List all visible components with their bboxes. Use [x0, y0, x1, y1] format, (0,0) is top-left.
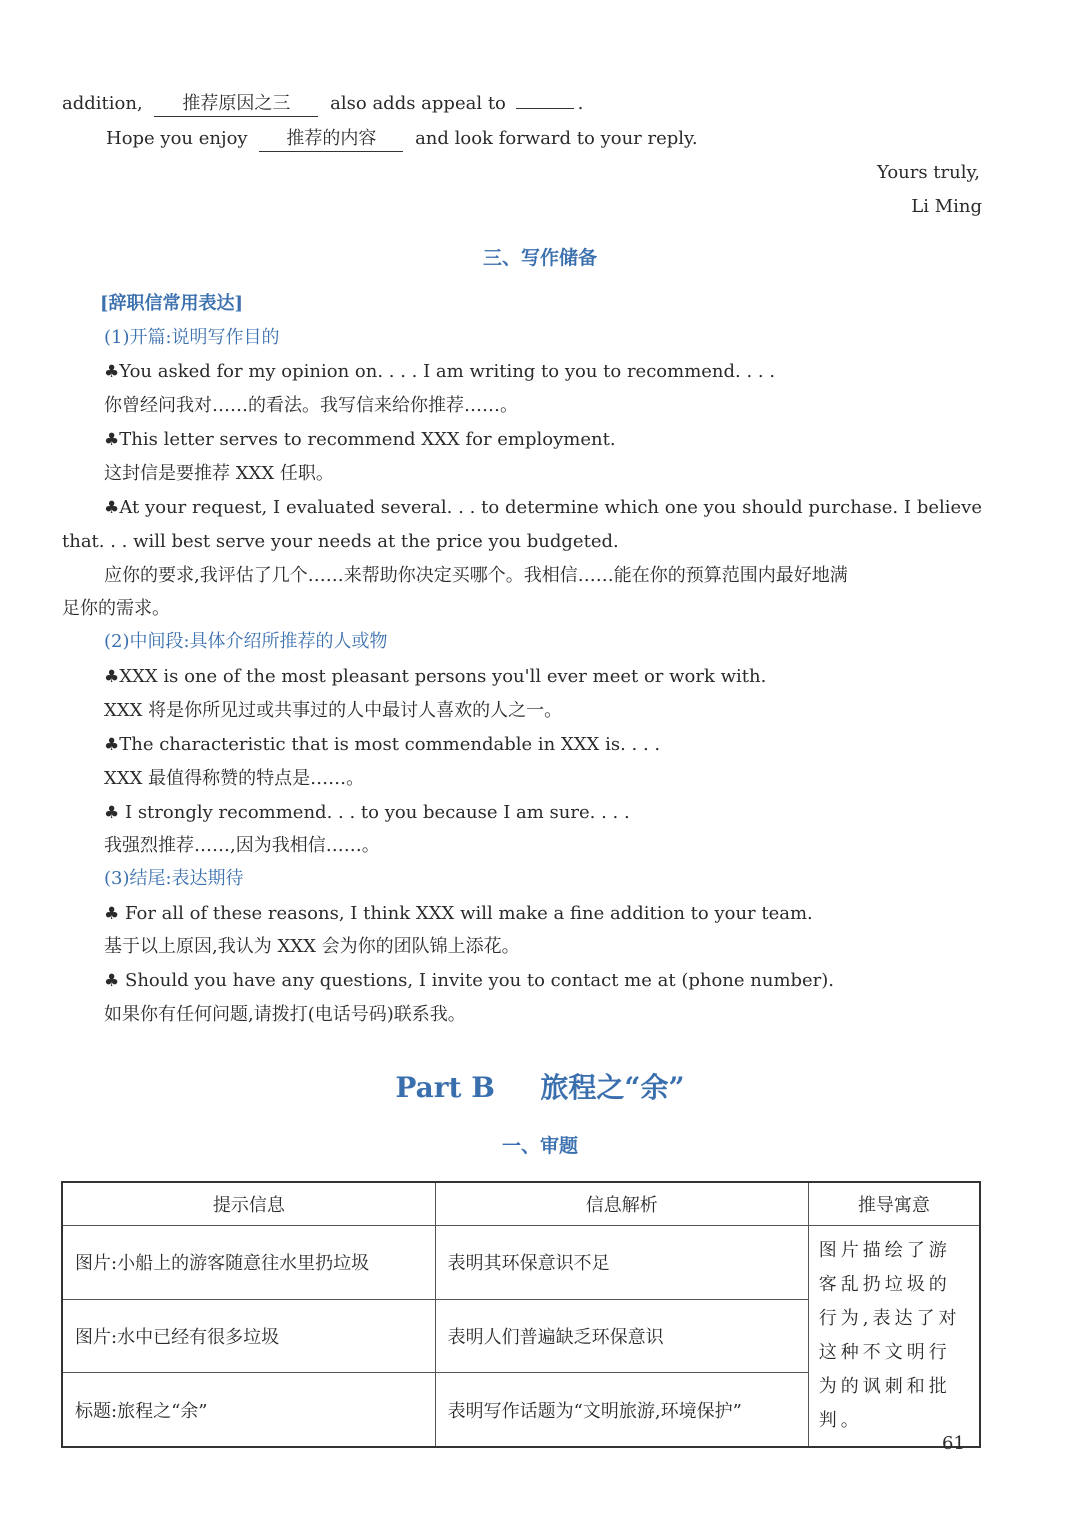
hint-cell: 图片:小船上的游客随意往水里扔垃圾 [62, 1226, 435, 1300]
expression-5-en-text: The characteristic that is most commendable in XXX is. . . . [119, 734, 661, 755]
part1-title: (1)开篇:说明写作目的 [104, 327, 280, 348]
club-icon: ♣ [104, 803, 120, 823]
meaning-cell: 图片描绘了游客乱扔垃圾的行为,表达了对这种不文明行为的讽刺和批判。 [808, 1226, 980, 1448]
blank-content: 推荐的内容 [259, 127, 403, 152]
club-icon: ♣ [104, 362, 120, 382]
expression-6-cn: 我强烈推荐……,因为我相信……。 [104, 835, 380, 856]
club-icon: ♣ [104, 498, 120, 518]
expression-7-cn: 基于以上原因,我认为 XXX 会为你的团队锦上添花。 [104, 936, 520, 957]
expression-5-en [104, 733, 660, 757]
subheading-expressions: [辞职信常用表达] [100, 293, 244, 314]
blank-reason-3: 推荐原因之三 [154, 92, 318, 117]
club-icon: ♣ [104, 667, 120, 687]
expression-1-en-text: You asked for my opinion on. . . . I am writing to you to recommend. . . . [119, 361, 776, 382]
letter-line2-start: Hope you enjoy [106, 128, 248, 149]
expression-6-en-text: I strongly recommend. . . to you because I am sure. . . . [124, 802, 630, 823]
header-analysis: 信息解析 [435, 1182, 808, 1226]
letter-line1-middle: also adds appeal to [330, 93, 506, 114]
table-row [62, 1226, 980, 1300]
analysis-table [61, 1181, 981, 1448]
header-hint-info: 提示信息 [62, 1182, 435, 1226]
hint-cell: 标题:旅程之“余” [62, 1373, 435, 1447]
letter-line-2 [106, 127, 698, 152]
expression-8-en [104, 969, 834, 993]
header-meaning: 推导寓意 [808, 1182, 980, 1226]
table-header-row [62, 1182, 980, 1226]
part-b-title [0, 1068, 1080, 1108]
letter-line1-end: . [577, 93, 584, 114]
club-icon: ♣ [104, 904, 120, 924]
part2-title: (2)中间段:具体介绍所推荐的人或物 [104, 631, 388, 652]
club-icon: ♣ [104, 971, 120, 991]
section-heading-review: 一、审题 [501, 1135, 578, 1157]
club-icon: ♣ [104, 735, 120, 755]
part-b-label: Part B [395, 1071, 495, 1104]
letter-signature: Li Ming [911, 196, 982, 217]
expression-6-en [104, 801, 630, 825]
letter-line2-end: and look forward to your reply. [415, 128, 698, 149]
expression-3-en-a [104, 496, 982, 520]
expression-7-en [104, 902, 813, 926]
analysis-cell: 表明人们普遍缺乏环保意识 [435, 1299, 808, 1373]
expression-4-cn: XXX 将是你所见过或共事过的人中最讨人喜欢的人之一。 [104, 700, 563, 721]
expression-7-en-text: For all of these reasons, I think XXX will make a fine addition to your team. [124, 903, 813, 924]
blank-empty [516, 108, 574, 109]
analysis-cell: 表明其环保意识不足 [435, 1226, 808, 1300]
hint-cell: 图片:水中已经有很多垃圾 [62, 1299, 435, 1373]
expression-5-cn: XXX 最值得称赞的特点是……。 [104, 768, 365, 789]
page-number: 61 [942, 1433, 965, 1454]
analysis-cell: 表明写作话题为“文明旅游,环境保护” [435, 1373, 808, 1447]
letter-line-1 [62, 92, 583, 117]
expression-4-en-text: XXX is one of the most pleasant persons you'll ever meet or work with. [119, 666, 767, 687]
expression-2-en-text: This letter serves to recommend XXX for employment. [119, 429, 616, 450]
expression-1-cn: 你曾经问我对……的看法。我写信来给你推荐……。 [104, 395, 518, 416]
expression-3-cn-a: 应你的要求,我评估了几个……来帮助你决定买哪个。我相信……能在你的预算范围内最好地满 [104, 565, 848, 586]
expression-3-cn-b: 足你的需求。 [62, 598, 170, 619]
letter-line1-start: addition, [62, 93, 143, 114]
expression-3-en-a-text: At your request, I evaluated several. . . to determine which one you should purchase. I believe [119, 497, 983, 518]
expression-2-cn: 这封信是要推荐 XXX 任职。 [104, 463, 334, 484]
section-heading-writing-prep: 三、写作储备 [482, 247, 597, 269]
expression-1-en [104, 360, 775, 384]
expression-4-en [104, 665, 766, 689]
expression-2-en [104, 428, 616, 452]
part-b-title-cn: 旅程之“余” [540, 1071, 685, 1104]
club-icon: ♣ [104, 430, 120, 450]
expression-3-en-b: that. . . will best serve your needs at the price you budgeted. [62, 531, 619, 552]
letter-closing: Yours truly, [877, 162, 980, 183]
part3-title: (3)结尾:表达期待 [104, 868, 244, 889]
expression-8-en-text: Should you have any questions, I invite you to contact me at (phone number). [124, 970, 835, 991]
expression-8-cn: 如果你有任何问题,请拨打(电话号码)联系我。 [104, 1004, 466, 1025]
